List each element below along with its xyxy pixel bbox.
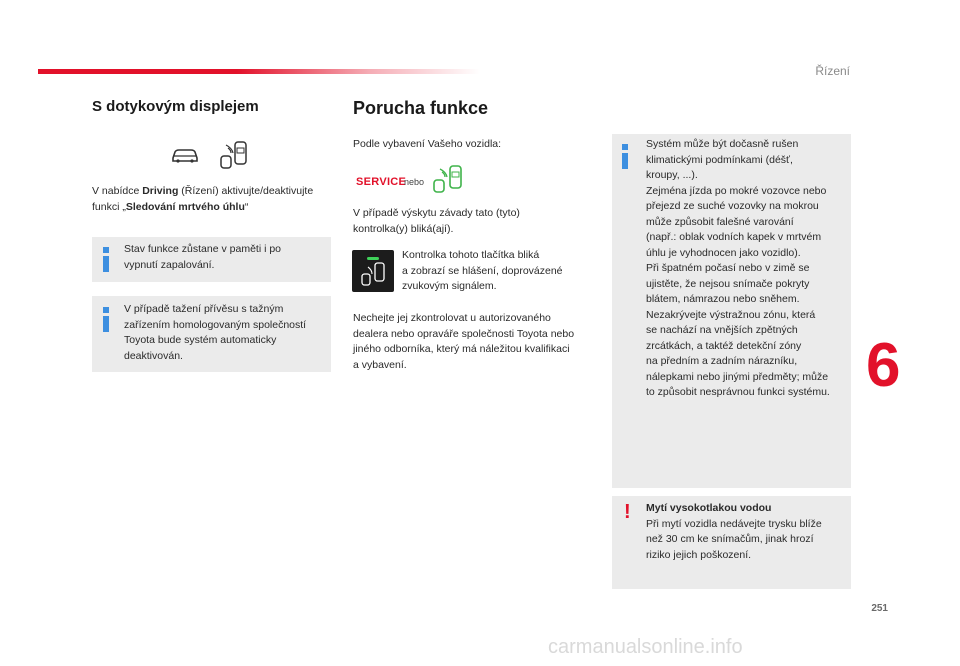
info-note-memory: [92, 237, 331, 282]
note-text-line: zrcátkách, a taktéž detekční zóny: [646, 339, 802, 352]
note-text-line: Stav funkce zůstane v paměti i po: [124, 243, 282, 255]
chapter-number: 6: [866, 331, 901, 400]
blind-spot-button-icon: [352, 250, 394, 292]
note-text-line: V případě tažení přívěsu s tažným: [124, 303, 284, 315]
watermark: carmanualsonline.info: [548, 636, 743, 658]
note-text-line: zařízením homologovaným společností: [124, 318, 307, 331]
info-icon: [622, 144, 628, 169]
info-note-trailer: [92, 296, 331, 372]
warning-text: [646, 517, 848, 564]
warning-exclamation-icon: !: [624, 501, 631, 523]
note-text-line: kroupy, ...).: [646, 169, 698, 181]
note-text-line: přejezd ze suché vozovky na mokrou: [646, 200, 819, 212]
note-text-line: ujistěte, že nejsou snímače pokryty: [646, 277, 810, 290]
weather-info-text: [646, 137, 848, 401]
lamp-blinking-text: V případě výskytu závady tato (tyto) kontrolka(y) bliká(ají).: [353, 207, 520, 235]
info-icon: [103, 307, 109, 332]
note-text-line: Systém může být dočasně rušen: [646, 138, 799, 150]
note-text-line: klimatickými podmínkami (déšť,: [646, 153, 793, 166]
info-icon: [103, 247, 109, 272]
note-text-line: než 30 cm ke snímačům, jinak hrozí: [646, 533, 814, 545]
button-blink-text: Kontrolka tohoto tlačítka bliká a zobrazí se hlášení, doprovázené zvukovým signálem.: [402, 249, 563, 292]
note-text-line: může způsobit falešné varování: [646, 215, 794, 228]
equipment-intro: Podle vybavení Vašeho vozidla:: [353, 138, 502, 150]
page-number: 251: [871, 603, 888, 614]
warning-title: Mytí vysokotlakou vodou: [646, 502, 772, 514]
note-text-line: Při špatném počasí nebo v zimě se: [646, 262, 810, 274]
note-text-line: se nachází na vnějších zpětných: [646, 324, 798, 336]
note-text-line: deaktivován.: [124, 349, 183, 362]
note-text-line: vypnutí zapalování.: [124, 258, 215, 271]
dealer-check-text: Nechejte jej zkontrolovat u autorizovaného dealera nebo opraváře společnosti Toyota nebo jiného odborníka, který má náležitou kvalifikaci a vybavení.: [353, 312, 575, 371]
info-note-weather: [612, 134, 851, 488]
service-warning-label: SERVICE: [356, 176, 407, 188]
note-text-line: nálepkami nebo jinými předměty; může: [646, 370, 829, 383]
blind-spot-monitor-icon: [218, 139, 250, 176]
note-text-line: Nezakrývejte výstražnou zónu, která: [646, 308, 816, 321]
blind-spot-warning-lamp-icon: [430, 163, 466, 200]
warning-note-pressure-wash: [612, 496, 851, 589]
section-heading-touchscreen: S dotykovým displejem: [92, 98, 259, 115]
chapter-title: Řízení: [815, 64, 850, 78]
note-text-line: Při mytí vozidla nedávejte trysku blíže: [646, 517, 822, 530]
chapter-accent-bar: [38, 69, 480, 74]
driving-menu-paragraph: V nabídce Driving (Řízení) aktivujte/deaktivujte funkci „Sledování mrtvého úhlu“: [92, 185, 314, 213]
note-text-line: blátem, námrazou nebo sněhem.: [646, 293, 800, 305]
car-outline-icon: [170, 145, 200, 170]
note-text-line: na předním a zadním nárazníku,: [646, 355, 798, 367]
note-text-line: úhlu je vyhodnocen jako vozidlo).: [646, 246, 801, 259]
note-text-line: to způsobit nesprávnou funkci systému.: [646, 386, 830, 398]
section-heading-malfunction: Porucha funkce: [353, 98, 489, 118]
note-text-line: (např.: oblak vodních kapek v mrtvém: [646, 231, 822, 243]
or-label: nebo: [404, 177, 425, 187]
note-text-line: riziko jejich poškození.: [646, 548, 752, 561]
button-led-icon: [367, 257, 379, 260]
note-text-line: Zejména jízda po mokré vozovce nebo: [646, 184, 827, 197]
note-text-line: Toyota bude systém automaticky: [124, 334, 277, 346]
